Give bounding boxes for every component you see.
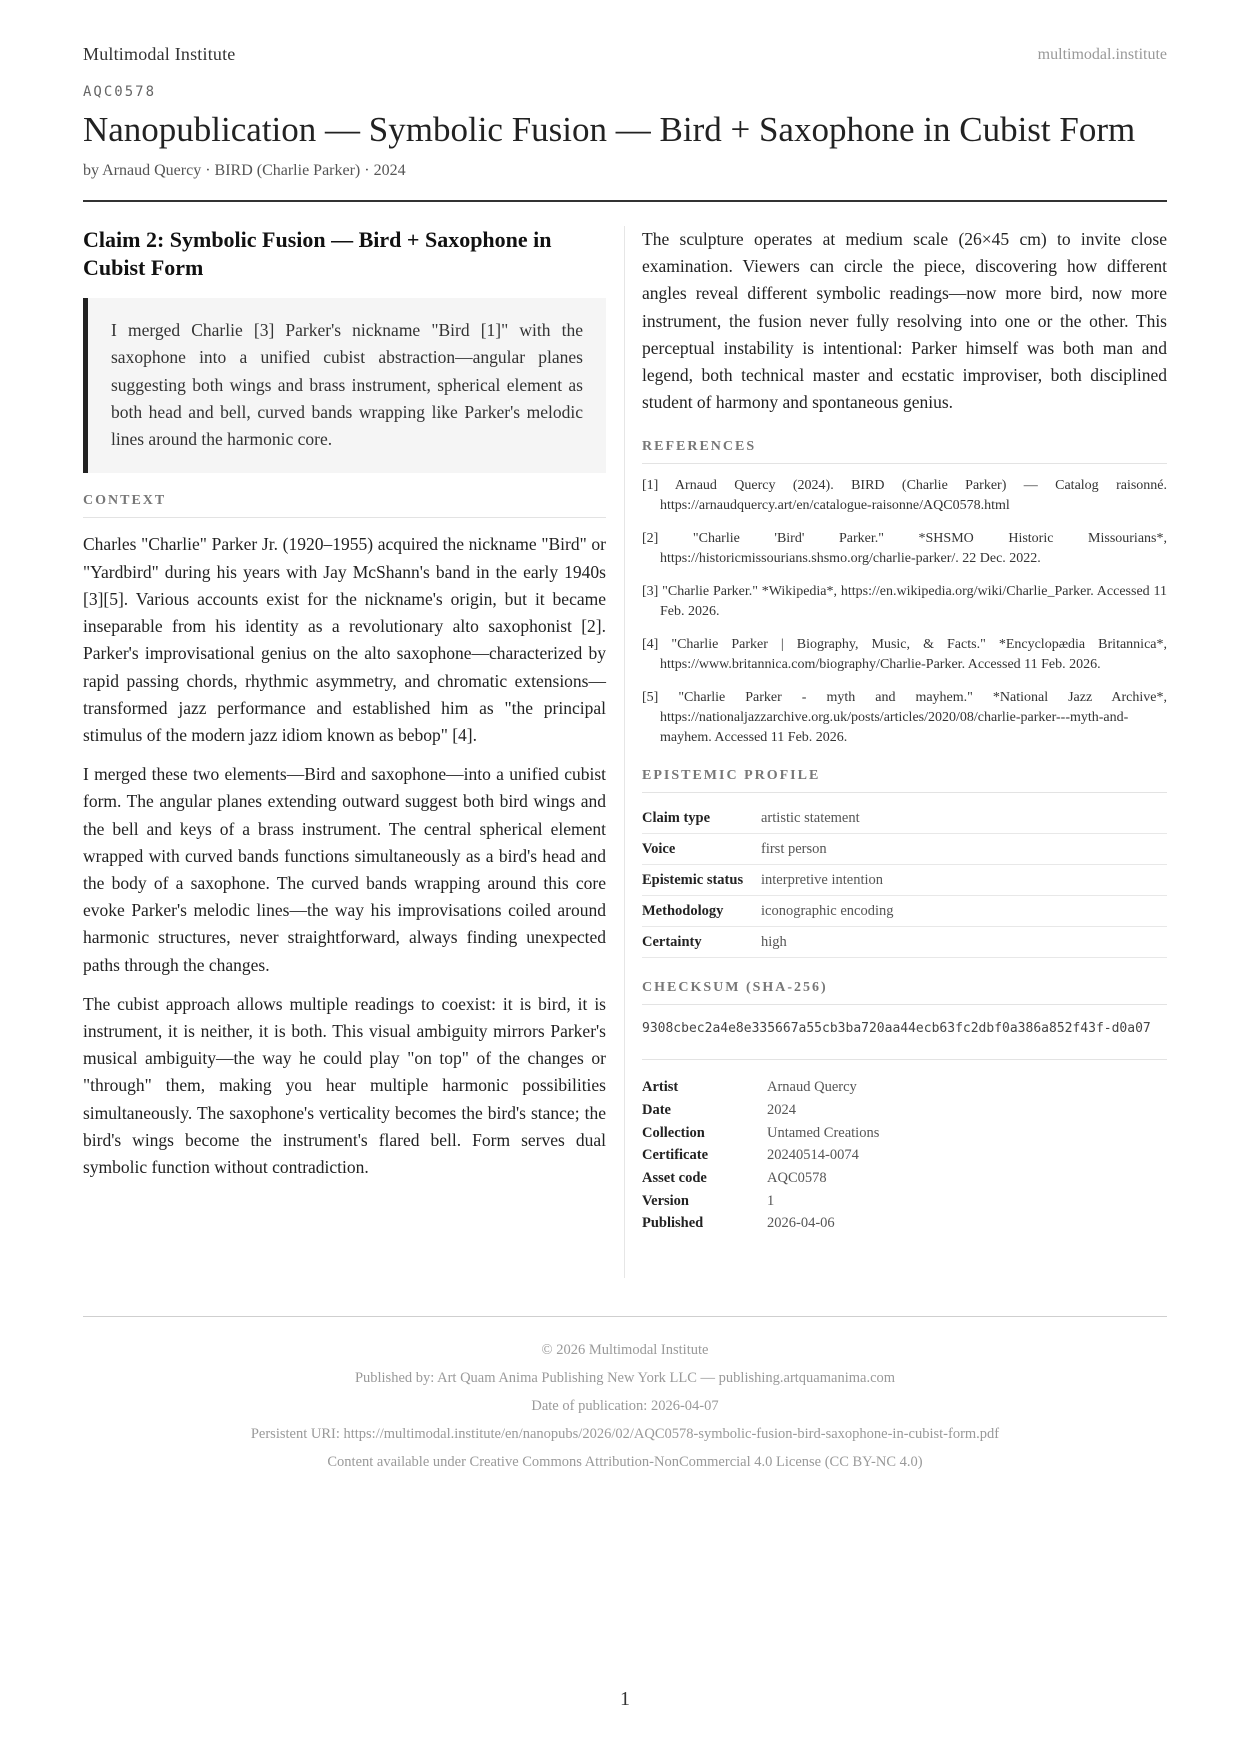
references-heading: REFERENCES <box>642 439 1167 464</box>
row-value: 1 <box>767 1192 775 1209</box>
table-row <box>642 1167 1167 1190</box>
table-row <box>642 1076 1167 1099</box>
claim-quote: I merged Charlie [3] Parker's nickname "Bird [1]" with the saxophone into a unified cubist abstraction—angular planes suggesting both wings and brass instrument, spherical element as both head and bell, curved bands wrapping like Parker's melodic lines around the harmonic core. <box>83 298 606 473</box>
byline: by Arnaud Quercy · BIRD (Charlie Parker) · 2024 <box>83 162 406 179</box>
table-row <box>642 1144 1167 1167</box>
row-key: Voice <box>642 834 761 865</box>
row-value: Untamed Creations <box>767 1124 880 1141</box>
checksum-heading: CHECKSUM (SHA-256) <box>642 980 1167 1005</box>
right-column <box>642 226 1167 1235</box>
header-divider <box>83 200 1167 202</box>
row-key: Epistemic status <box>642 865 761 896</box>
epistemic-table <box>642 803 1167 958</box>
footer-divider <box>83 1316 1167 1317</box>
checksum-value: 9308cbec2a4e8e335667a55cb3ba720aa44ecb63fc2dbf0a386a852f43f-d0a07 <box>642 1019 1167 1060</box>
row-key: Certificate <box>642 1147 709 1164</box>
reference-item: [1] Arnaud Quercy (2024). BIRD (Charlie Parker) — Catalog raisonné. https://arnaudquercy.art/en/catalogue-raisonne/AQC0578.html <box>642 478 1167 514</box>
context-paragraph: Charles "Charlie" Parker Jr. (1920–1955) acquired the nickname "Bird" or "Yardbird" during his years with Jay McShann's band in the early 1940s [3][5]. Various accounts exist for the nickname's origin, but it became inseparable from his identity as a revolutionary alto saxophonist [2]. Parker's improvisational genius on the alto saxophone—characterized by rapid passing chords, rhythmic asymmetry, and chromatic extensions—transformed jazz performance and established him as "the principal stimulus of the modern jazz idiom known as bebop" [4]. <box>83 534 606 745</box>
reference-item: [5] "Charlie Parker - myth and mayhem." *National Jazz Archive*, https://nationaljazzarchive.org.uk/posts/articles/2020/08/charlie-parker---myth-and-mayhem. Accessed 11 Feb. 2026. <box>642 690 1167 746</box>
row-key: Artist <box>642 1079 679 1096</box>
row-key: Collection <box>642 1124 705 1141</box>
table-row <box>642 1190 1167 1213</box>
institute-name: Multimodal Institute <box>83 44 236 64</box>
context-heading: CONTEXT <box>83 493 606 518</box>
footer-uri: Persistent URI: https://multimodal.institute/en/nanopubs/2026/02/AQC0578-symbolic-fusion-bird-saxophone-in-cubist-form.pdf <box>250 1426 1000 1442</box>
top-bar <box>83 44 1167 68</box>
footer-publisher: Published by: Art Quam Anima Publishing New York LLC — publishing.artquamanima.com <box>354 1370 896 1386</box>
table-row <box>642 1122 1167 1145</box>
row-value: Arnaud Quercy <box>767 1079 857 1096</box>
reference-item: [4] "Charlie Parker | Biography, Music, & Facts." *Encyclopædia Britannica*, https://www.britannica.com/biography/Charlie-Parker. Accessed 11 Feb. 2026. <box>642 637 1167 673</box>
page-number: 1 <box>620 1688 630 1710</box>
footer-license: Content available under Creative Commons Attribution-NonCommercial 4.0 License (CC BY-NC 4.0) <box>327 1454 923 1470</box>
page-title: Nanopublication — Symbolic Fusion — Bird + Saxophone in Cubist Form <box>83 110 1136 149</box>
epistemic-heading: EPISTEMIC PROFILE <box>642 768 1167 793</box>
site-link[interactable]: multimodal.institute <box>1037 46 1167 63</box>
row-value: iconographic encoding <box>761 896 1167 927</box>
left-column <box>83 226 606 1181</box>
table-row <box>642 896 1167 927</box>
row-value: 2024 <box>767 1101 796 1118</box>
row-value: artistic statement <box>761 803 1167 834</box>
table-row <box>642 803 1167 834</box>
table-row <box>642 1213 1167 1236</box>
footer-pubdate: Date of publication: 2026-04-07 <box>531 1398 719 1414</box>
row-key: Claim type <box>642 803 761 834</box>
row-value: interpretive intention <box>761 865 1167 896</box>
metadata-table <box>642 1076 1167 1235</box>
row-value: high <box>761 927 1167 958</box>
row-key: Certainty <box>642 927 761 958</box>
row-value: first person <box>761 834 1167 865</box>
row-key: Date <box>642 1101 671 1118</box>
reference-item: [2] "Charlie 'Bird' Parker." *SHSMO Historic Missourians*, https://historicmissourians.shsmo.org/charlie-parker/. 22 Dec. 2022. <box>642 531 1167 567</box>
column-divider <box>624 226 625 1278</box>
row-value: 20240514-0074 <box>767 1147 859 1164</box>
table-row <box>642 1099 1167 1122</box>
row-value: AQC0578 <box>767 1170 827 1187</box>
scale-paragraph: The sculpture operates at medium scale (26×45 cm) to invite close examination. Viewers can circle the piece, discovering how different angles reveal different symbolic readings—now more bird, now more instrument, the fusion never fully resolving into one or the other. This perceptual instability is intentional: Parker himself was both man and legend, both technical master and ecstatic improviser, both disciplined student of harmony and spontaneous genius. <box>642 229 1167 413</box>
footer <box>83 1336 1167 1476</box>
context-paragraph: I merged these two elements—Bird and saxophone—into a unified cubist form. The angular planes extending outward suggest both bird wings and the bell and keys of a brass instrument. The central spherical element wrapped with curved bands functions simultaneously as a bird's head and the body of a saxophone. The curved bands wrapping around this core evoke Parker's melodic lines—the way his improvisations coiled around harmonic structures, never straightforward, always finding unexpected paths through the changes. <box>83 764 606 975</box>
table-row <box>642 834 1167 865</box>
row-key: Asset code <box>642 1170 707 1187</box>
footer-copyright: © 2026 Multimodal Institute <box>541 1342 709 1358</box>
asset-code: AQC0578 <box>83 84 157 100</box>
claim-heading: Claim 2: Symbolic Fusion — Bird + Saxophone in Cubist Form <box>83 227 552 280</box>
context-paragraph: The cubist approach allows multiple readings to coexist: it is bird, it is instrument, it is neither, it is both. This visual ambiguity mirrors Parker's musical ambiguity—the way he could play "on top" of the changes or "through" them, making you hear multiple harmonic possibilities simultaneously. The saxophone's verticality becomes the bird's stance; the bird's wings become the instrument's flared bell. Form serves dual symbolic function without contradiction. <box>83 993 606 1177</box>
row-value: 2026-04-06 <box>767 1215 835 1232</box>
table-row <box>642 927 1167 958</box>
row-key: Methodology <box>642 896 761 927</box>
table-row <box>642 865 1167 896</box>
row-key: Published <box>642 1215 704 1232</box>
row-key: Version <box>642 1192 689 1209</box>
reference-list <box>642 476 1167 748</box>
reference-item: [3] "Charlie Parker." *Wikipedia*, https://en.wikipedia.org/wiki/Charlie_Parker. Accessed 11 Feb. 2026. <box>642 584 1167 620</box>
